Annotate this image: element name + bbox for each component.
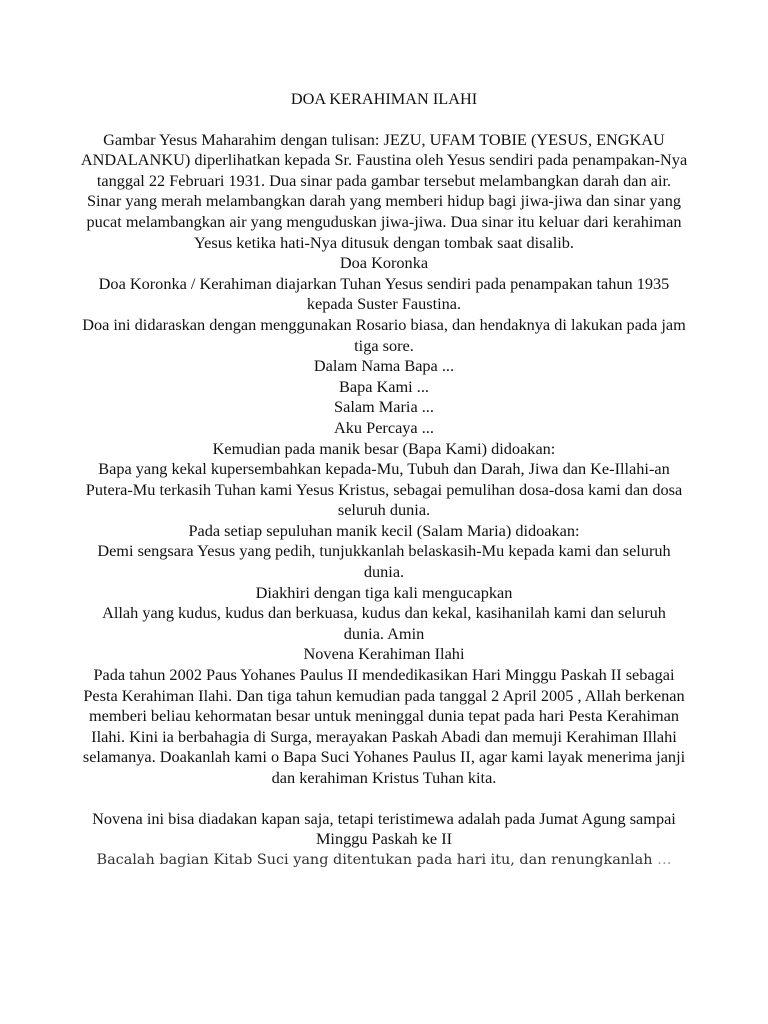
prayer-line-aku-percaya: Aku Percaya ...: [334, 417, 434, 437]
truncated-text: Bacalah bagian Kitab Suci yang ditentukan pada hari itu, dan renungkanlah: [96, 851, 653, 868]
prayer-line-bapa-kami: Bapa Kami ...: [339, 376, 429, 396]
instruction-manik-besar: Kemudian pada manik besar (Bapa Kami) didoakan:: [212, 438, 556, 458]
instruction-manik-kecil: Pada setiap sepuluhan manik kecil (Salam Maria) didoakan:: [188, 520, 580, 540]
prayer-allah-yang-kudus: Allah yang kudus, kudus dan berkuasa, kudus dan kekal, kasihanilah kami dan seluruh dunia. Amin: [102, 603, 666, 643]
instruction-diakhiri: Diakhiri dengan tiga kali mengucapkan: [255, 582, 513, 602]
paragraph-novena-timing: Novena ini bisa diadakan kapan saja, tetapi teristimewa adalah pada Jumat Agung sampai Minggu Paskah ke II: [92, 808, 676, 849]
prayer-demi-sengsara: Demi sengsara Yesus yang pedih, tunjukkanlah belaskasih-Mu kepada kami dan seluruh dunia.: [97, 541, 671, 582]
prayer-bapa-yang-kekal: Bapa yang kekal kupersembahkan kepada-Mu, Tubuh dan Darah, Jiwa dan Ke-Illahi-an Putera-Mu terkasih Tuhan kami Yesus Kristus, sebagai pemulihan dosa-dosa kami dan dosa seluruh dunia.: [85, 459, 683, 520]
document-body: [80, 89, 688, 870]
document-title: DOA KERAHIMAN ILAHI: [290, 89, 478, 108]
paragraph-koronka-origin: Doa Koronka / Kerahiman diajarkan Tuhan Yesus sendiri pada penampakan tahun 1935 kepada Suster Faustina.: [98, 273, 670, 314]
paragraph-intro: Gambar Yesus Maharahim dengan tulisan: JEZU, UFAM TOBIE (YESUS, ENGKAU ANDALANKU) diperlihatkan kepada Sr. Faustina oleh Yesus sendiri pada penampakan-Nya tanggal 22 Februari 1931. Dua sinar pada gambar tersebut melambangkan darah dan air. Sinar yang merah melambangkan darah yang memberi hidup bagi jiwa-jiwa dan sinar yang pucat melambangkan air yang menguduskan jiwa-jiwa. Dua sinar itu keluar dari kerahiman Yesus ketika hati-Nya ditusuk dengan tombak saat disalib.: [80, 129, 688, 252]
heading-doa-koronka: Doa Koronka: [339, 253, 429, 273]
prayer-line-nama-bapa: Dalam Nama Bapa ...: [313, 356, 455, 376]
truncated-preview-line: [80, 850, 688, 870]
paragraph-rosario: Doa ini didaraskan dengan menggunakan Rosario biasa, dan hendaknya di lakukan pada jam tiga sore.: [82, 314, 686, 355]
truncation-mark: …: [657, 851, 672, 868]
prayer-line-salam-maria: Salam Maria ...: [334, 397, 434, 417]
heading-novena: Novena Kerahiman Ilahi: [303, 644, 465, 664]
paragraph-novena-history: Pada tahun 2002 Paus Yohanes Paulus II mendedikasikan Hari Minggu Paskah II sebagai Pesta Kerahiman Ilahi. Dan tiga tahun kemudian pada tanggal 2 April 2005 , Allah berkenan memberi beliau kehormatan besar untuk meninggal dunia tepat pada hari Pesta Kerahiman Ilahi. Kini ia berbahagia di Surga, merayakan Paskah Abadi dan memuji Kerahiman Illahi selamanya. Doakanlah kami o Bapa Suci Yohanes Paulus II, agar kami layak menerima janji dan kerahiman Kristus Tuhan kita.: [82, 665, 686, 787]
